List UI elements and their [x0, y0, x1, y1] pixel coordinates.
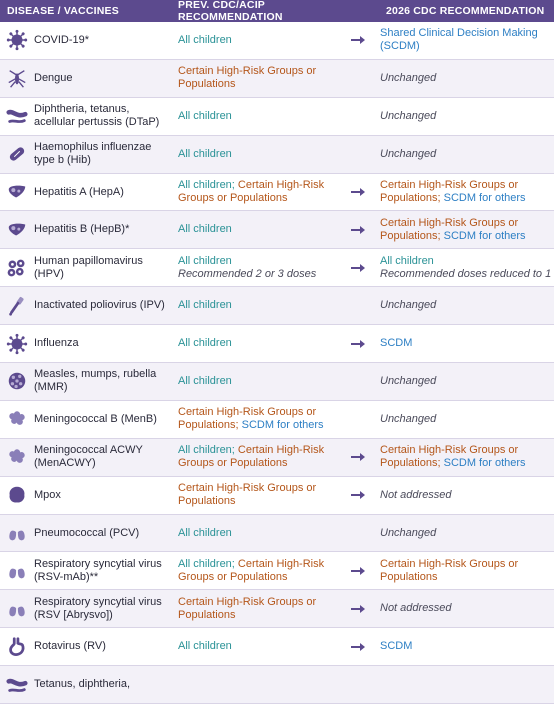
new-recommendation: [376, 375, 554, 388]
new-recommendation: [376, 558, 554, 584]
new-recommendation: [376, 299, 554, 312]
header-disease: DISEASE / VACCINES: [7, 5, 119, 17]
recommendation-text: Certain High-Risk Groups or Populations: [178, 65, 317, 91]
recommendation-text: All children;: [178, 179, 238, 191]
arrow-right-icon: [340, 452, 376, 462]
disease-name: Mpox: [34, 488, 61, 501]
recommendation-text: Certain High-Risk Groups or Populations;: [380, 216, 519, 242]
disease-name: Hepatitis B (HepB)*: [34, 223, 130, 236]
recommendation-text: Certain High-Risk Groups or Populations: [178, 557, 325, 583]
new-recommendation: [376, 444, 554, 470]
hpv-cluster-icon: [0, 257, 34, 279]
table-body: [0, 22, 554, 704]
disease-name: Meningococcal B (MenB): [34, 412, 157, 425]
bacteria-rod-icon: [0, 105, 34, 127]
prev-recommendation: [172, 223, 340, 236]
recommendation-text: All children: [178, 640, 232, 653]
lungs-icon: [0, 598, 34, 620]
mosquito-icon: [0, 67, 34, 89]
dropper-icon: [0, 295, 34, 317]
table-row: [0, 439, 554, 477]
recommendation-text: Unchanged: [380, 109, 437, 122]
recommendation-text: Unchanged: [380, 147, 437, 160]
recommendation-text: All children: [178, 147, 232, 160]
table-row: [0, 325, 554, 363]
recommendation-text: Unchanged: [380, 412, 437, 425]
recommendation-text: All children: [178, 223, 232, 236]
new-recommendation: [376, 72, 554, 85]
cocci-icon: [0, 446, 34, 468]
table-row: [0, 22, 554, 60]
recommendation-text: Recommended doses reduced to 1: [380, 267, 552, 280]
recommendation-text: SCDM: [380, 337, 413, 350]
recommendation-text: SCDM for others: [443, 457, 526, 470]
table-row: [0, 515, 554, 553]
prev-recommendation: [172, 255, 340, 281]
capsule-bacteria-icon: [0, 143, 34, 165]
recommendation-text: All children: [178, 254, 232, 267]
arrow-right-icon: [340, 263, 376, 273]
disease-name: Rotavirus (RV): [34, 640, 106, 653]
prev-recommendation: [172, 596, 340, 622]
cocci-icon: [0, 408, 34, 430]
recommendation-text: All children: [178, 299, 232, 312]
liver-virus-icon: [0, 181, 34, 203]
arrow-right-icon: [340, 490, 376, 500]
arrow-right-icon: [340, 642, 376, 652]
prev-recommendation: [172, 65, 340, 91]
new-recommendation: [376, 148, 554, 161]
disease-name: Human papillomavirus (HPV): [34, 254, 143, 280]
recommendation-text: SCDM for others: [443, 192, 526, 204]
disease-name: COVID-19*: [34, 33, 90, 46]
recommendation-text: Recommended 2 or 3 doses: [178, 267, 317, 280]
recommendation-text: All children;: [178, 557, 238, 570]
recommendation-text: SCDM: [380, 640, 413, 653]
recommendation-text: Unchanged: [380, 299, 437, 312]
recommendation-text: Unchanged: [380, 526, 437, 539]
recommendation-text: Certain High-Risk Groups or Populations: [178, 444, 325, 470]
prev-recommendation: [172, 444, 340, 470]
arrow-right-icon: [340, 187, 376, 197]
arrow-right-icon: [340, 604, 376, 614]
disease-name: Inactivated poliovirus (IPV): [34, 299, 165, 312]
stomach-icon: [0, 636, 34, 658]
prev-recommendation: [172, 482, 340, 508]
table-row: [0, 211, 554, 249]
disease-name: Haemophilus influenzae type b (Hib): [34, 141, 152, 167]
recommendation-text: All children: [178, 33, 232, 46]
disease-name: Hepatitis A (HepA): [34, 185, 124, 198]
recommendation-text: All children: [178, 337, 232, 350]
table-row: [0, 136, 554, 174]
recommendation-text: All children: [178, 526, 232, 539]
new-recommendation: [376, 255, 554, 281]
disease-name: Diphtheria, tetanus, acellular pertussis (DTaP): [34, 103, 160, 129]
table-row: [0, 590, 554, 628]
table-row: [0, 666, 554, 704]
mpox-icon: [0, 484, 34, 506]
prev-recommendation: [172, 640, 340, 653]
disease-name: Dengue: [34, 71, 73, 84]
recommendation-text: Not addressed: [380, 488, 452, 501]
table-row: [0, 552, 554, 590]
recommendation-text: Certain High-Risk Groups or Populations: [178, 179, 325, 204]
recommendation-text: All children: [178, 109, 232, 122]
table-row: [0, 401, 554, 439]
table-row: [0, 249, 554, 287]
disease-name: Influenza: [34, 337, 79, 350]
table-row: [0, 287, 554, 325]
prev-recommendation: [172, 179, 340, 205]
arrow-right-icon: [340, 339, 376, 349]
recommendation-text: All children;: [178, 444, 238, 457]
disease-name: Respiratory syncytial virus (RSV [Abrysvo]): [34, 595, 162, 621]
lungs-icon: [0, 560, 34, 582]
new-recommendation: [376, 179, 554, 205]
recommendation-text: Certain High-Risk Groups or Populations;: [380, 444, 519, 470]
prev-recommendation: [172, 527, 340, 540]
recommendation-text: Certain High-Risk Groups or Populations: [178, 595, 317, 621]
new-recommendation: [376, 110, 554, 123]
bacteria-rod-icon: [0, 674, 34, 696]
arrow-right-icon: [340, 35, 376, 45]
recommendation-text: SCDM for others: [443, 229, 526, 242]
disease-name: Respiratory syncytial virus (RSV-mAb)**: [34, 557, 162, 583]
recommendation-text: All children: [380, 254, 434, 267]
table-header: [0, 0, 554, 22]
liver-virus-icon: [0, 219, 34, 241]
new-recommendation: [376, 27, 554, 53]
disease-name: Meningococcal ACWY (MenACWY): [34, 444, 143, 470]
prev-recommendation: [172, 375, 340, 388]
new-recommendation: [376, 337, 554, 350]
prev-recommendation: [172, 406, 340, 432]
new-recommendation: [376, 602, 554, 615]
recommendation-text: Not addressed: [380, 602, 452, 615]
recommendation-text: SCDM for others: [241, 419, 324, 432]
prev-recommendation: [172, 299, 340, 312]
lungs-icon: [0, 522, 34, 544]
table-row: [0, 174, 554, 212]
new-recommendation: [376, 413, 554, 426]
prev-recommendation: [172, 110, 340, 123]
disease-name: Measles, mumps, rubella (MMR): [34, 368, 157, 394]
recommendation-text: Unchanged: [380, 374, 437, 387]
table-row: [0, 477, 554, 515]
new-recommendation: [376, 489, 554, 502]
table-row: [0, 60, 554, 98]
virus-icon: [0, 29, 34, 51]
recommendation-text: All children: [178, 374, 232, 387]
arrow-right-icon: [340, 225, 376, 235]
virus-ball-icon: [0, 370, 34, 392]
prev-recommendation: [172, 337, 340, 350]
recommendation-text: Certain High-Risk Groups or Populations: [178, 482, 317, 508]
recommendation-text: Certain High-Risk Groups or Populations;: [380, 179, 519, 204]
prev-recommendation: [172, 148, 340, 161]
recommendation-text: Shared Clinical Decision Making (SCDM): [380, 27, 538, 53]
table-row: [0, 628, 554, 666]
table-row: [0, 363, 554, 401]
new-recommendation: [376, 640, 554, 653]
recommendation-text: Unchanged: [380, 71, 437, 84]
disease-name: Pneumococcal (PCV): [34, 526, 140, 539]
recommendation-text: Certain High-Risk Groups or Populations;: [178, 406, 317, 432]
new-recommendation: [376, 527, 554, 540]
virus-icon: [0, 333, 34, 355]
prev-recommendation: [172, 558, 340, 584]
recommendation-text: Certain High-Risk Groups or Populations: [380, 557, 519, 583]
disease-name: Tetanus, diphtheria,: [34, 678, 131, 691]
header-prev: PREV. CDC/ACIP RECOMMENDATION: [178, 0, 283, 23]
arrow-right-icon: [340, 566, 376, 576]
header-new: 2026 CDC RECOMMENDATION: [386, 5, 545, 17]
table-row: [0, 98, 554, 136]
prev-recommendation: [172, 34, 340, 47]
new-recommendation: [376, 217, 554, 243]
